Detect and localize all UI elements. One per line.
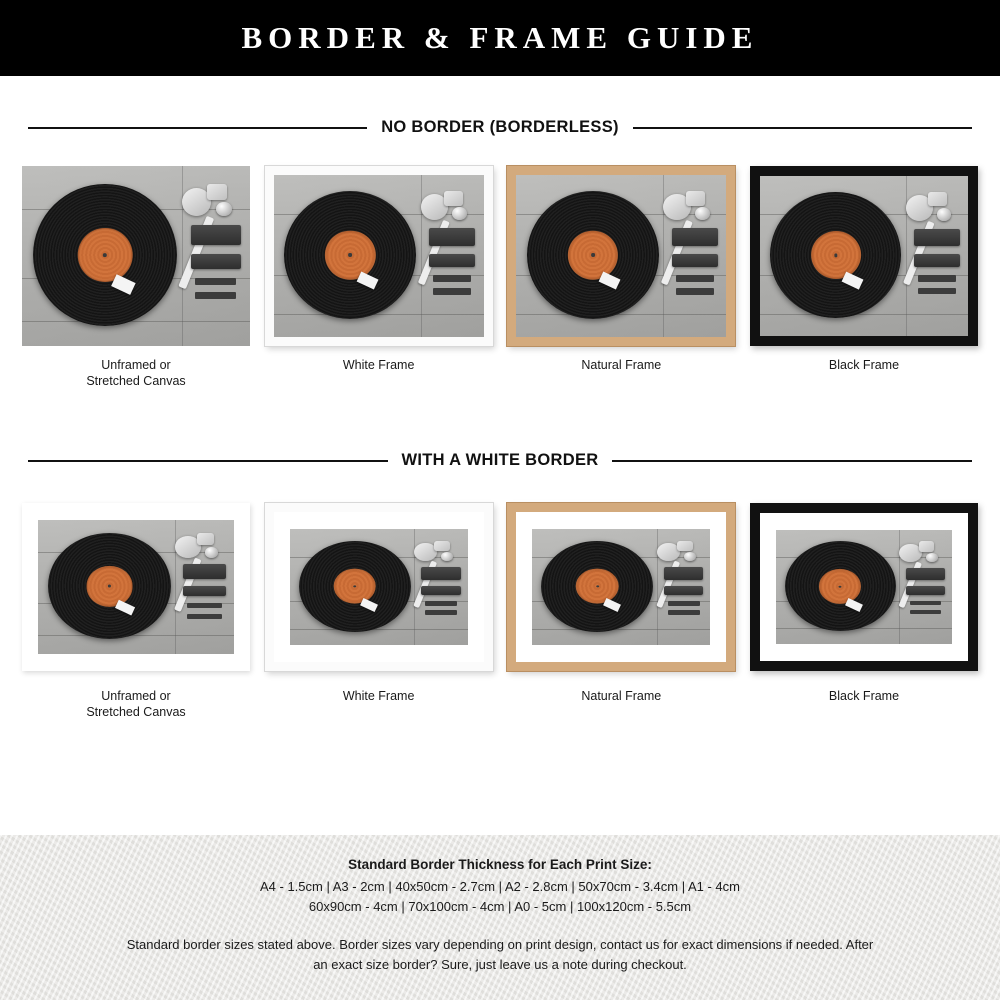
footer-title: Standard Border Thickness for Each Print Size:: [348, 857, 652, 872]
caption-line-2: Stretched Canvas: [86, 705, 186, 719]
page-title: BORDER & FRAME GUIDE: [241, 20, 759, 55]
frame-black: [750, 166, 978, 346]
artwork-preview: [20, 165, 252, 347]
section-header-no-border: [28, 118, 972, 137]
section-title: WITH A WHITE BORDER: [401, 451, 599, 469]
frame-black: [750, 503, 978, 671]
turntable-photo: [290, 529, 468, 645]
frame-white: [265, 503, 493, 671]
frame-unframed: [22, 503, 250, 671]
footer-sizes-line-1: A4 - 1.5cm | A3 - 2cm | 40x50cm - 2.7cm | A2 - 2.8cm | 50x70cm - 3.4cm | A1 - 4cm: [260, 879, 740, 894]
turntable-photo: [22, 166, 250, 346]
artwork-preview: [263, 165, 495, 347]
mat-white-border: [760, 513, 968, 661]
mat-none: [760, 176, 968, 336]
turntable-photo: [516, 175, 726, 337]
frame-natural: [507, 166, 735, 346]
caption-line-1: Black Frame: [828, 689, 900, 703]
caption-line-1: White Frame: [342, 358, 415, 372]
frame-caption: [86, 688, 185, 720]
mat-white-border: [274, 512, 484, 662]
artwork-preview: [748, 165, 980, 347]
frame-option-black-white-border[interactable]: [748, 496, 980, 720]
frame-caption: [829, 688, 899, 704]
caption-line-1: White Frame: [342, 689, 415, 703]
artwork-preview: [263, 496, 495, 678]
footer-note: Standard border sizes stated above. Border sizes vary depending on print design, contact us for exact dimensions if needed. After an exact size border? Sure, just leave us a note during checkout.: [126, 937, 874, 972]
mat-none: [22, 166, 250, 346]
section-title: NO BORDER (BORDERLESS): [381, 118, 619, 136]
caption-line-1: Natural Frame: [581, 689, 662, 703]
artwork-preview: [505, 165, 737, 347]
mat-white-border: [516, 512, 726, 662]
turntable-photo: [776, 530, 952, 644]
caption-line-1: Unframed or: [101, 689, 171, 703]
mat-none: [274, 175, 484, 337]
caption-line-1: Black Frame: [828, 358, 900, 372]
footer-sizes-line-2: 60x90cm - 4cm | 70x100cm - 4cm | A0 - 5cm | 100x120cm - 5.5cm: [308, 899, 692, 914]
page-header: [0, 0, 1000, 76]
mat-none: [516, 175, 726, 337]
frame-row-white-border: [0, 496, 1000, 720]
turntable-photo: [274, 175, 484, 337]
frame-option-white-borderless[interactable]: [263, 165, 495, 389]
turntable-photo: [532, 529, 710, 645]
frame-option-unframed-borderless[interactable]: [20, 165, 252, 389]
artwork-preview: [748, 496, 980, 678]
frame-caption: [343, 357, 415, 373]
frame-option-natural-white-border[interactable]: [505, 496, 737, 720]
footer-info-panel: [0, 835, 1000, 1000]
caption-line-2: Stretched Canvas: [86, 374, 186, 388]
frame-option-black-borderless[interactable]: [748, 165, 980, 389]
artwork-preview: [505, 496, 737, 678]
frame-caption: [581, 688, 661, 704]
caption-line-1: Natural Frame: [581, 358, 662, 372]
frame-row-no-border: [0, 165, 1000, 389]
frame-caption: [86, 357, 185, 389]
section-header-white-border: [28, 451, 972, 470]
frame-option-white-white-border[interactable]: [263, 496, 495, 720]
frame-unframed: [22, 166, 250, 346]
frame-option-unframed-white-border[interactable]: [20, 496, 252, 720]
artwork-preview: [20, 496, 252, 678]
turntable-photo: [760, 176, 968, 336]
frame-caption: [343, 688, 415, 704]
frame-caption: [581, 357, 661, 373]
divider-left: [28, 460, 388, 462]
divider-left: [28, 127, 367, 129]
frame-caption: [829, 357, 899, 373]
frame-option-natural-borderless[interactable]: [505, 165, 737, 389]
turntable-photo: [38, 520, 234, 654]
divider-right: [633, 127, 972, 129]
caption-line-1: Unframed or: [101, 358, 171, 372]
frame-white: [265, 166, 493, 346]
mat-white-border: [22, 503, 250, 671]
frame-natural: [507, 503, 735, 671]
divider-right: [612, 460, 972, 462]
